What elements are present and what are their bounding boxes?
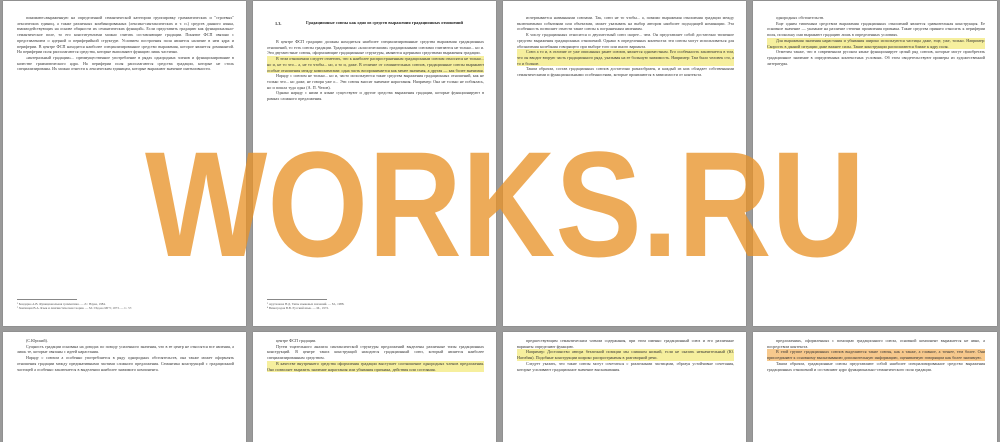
paragraph: Еще одним типичным средством выражения градационных отношений является сравнительная конструкция. Ее основное значение — указание на различие степени проявления признака. Такие средства принято относить к периферии поля, поскольку они выражают градацию лишь в определенных условиях. [767, 20, 985, 38]
paragraph-highlighted: Например: Достоинство автора безличной позиции мы слишком низкий, если не сказать незначительный (Ю. Нагибин). Подобные конструкции широко распространены в разговорной речи. [517, 349, 734, 361]
document-page-4 [753, 1, 997, 326]
paragraph-highlighted: Союз а то и, в отличие от уже описанных ранее союзов, является одноместным. Его особенность заключается в том, что он вводит вторую часть градационного ряда, указывая на ее большую значимость. Например: Там было человек сто, а то и больше. [517, 49, 734, 66]
document-page-8 [753, 332, 997, 442]
page-body [17, 338, 234, 372]
paragraph: однородных обстоятельств. [776, 15, 825, 20]
paragraph: В центре ФСП градации должны находиться наиболее специализированные средства выражения градационных отношений, то есть союзы градации. Традиционно «классическими» градационными союзами считаются не только... но и. Эти двухместные союзы, оформляющие градационные структуры, являются ядерными средствами выражения градации. [267, 39, 484, 56]
paragraph: Однако наряду с ними в языке существуют и другие средства выражения градации, которые функционируют в рамках сложного предложения. [267, 90, 484, 102]
document-page-7 [503, 332, 746, 442]
document-page-2 [253, 1, 496, 326]
page-body [767, 338, 985, 372]
page-body [267, 39, 484, 102]
svg-text:WORKS.RU: WORKS.RU [145, 120, 865, 288]
paragraph-highlighted: Для выражения значения нарастания и убывания широко используются частицы даже, еще, уже, только. Например: Скорость в данной ситуации даже важнее силы. Такие конструкции располагаются ближе к ядру поля. [767, 37, 985, 49]
paragraph: Таким образом, состав градационных союзов достаточно разнообразен, и каждый из них обладает собственными семантическими и функциональными особенностями, которые проявляются в зависимости от контекста. [517, 66, 734, 78]
page-body [517, 338, 734, 372]
paragraph: (С.Юрский). [26, 338, 48, 343]
paragraph: центре ФСП градации. [276, 338, 317, 343]
paragraph: «интеральный градации»... преимущественное употребление в рядах однородных членов и функционирование в качестве грамматического ядра. На периферии поля располагаются средства градации, которые не столь специализированы. Их можно отнести к лексическим единицам, которые выражают значение интенсивности. [17, 54, 234, 72]
footnotes [17, 302, 234, 311]
footnote: ² Звегинцев В.А. Язык и лингвистическая теория. — М.: Изд-во МГУ, 1973. — С. 57. [17, 306, 133, 311]
footnote: ³ Арутюнова Н.Д. Типы языковых значений. — М., 1988. [267, 302, 345, 306]
paragraph: Наряду с союзом а особенно употребляется в ряду однородных обстоятельств, она также может оформлять отношения градации между предикативными частями сложного предложения. Семантика конструкций с градационной частицей а особенно заключается в выделении наиболее значимого компонента. [17, 355, 234, 372]
document-page-5 [3, 332, 246, 442]
document-page-1 [3, 1, 246, 326]
document-page-3 [503, 1, 746, 326]
paragraph: предложениях, оформленных с помощью градационного союза, основной компонент выражается не явно, а посредством контекста. [767, 338, 985, 349]
paragraph-highlighted: В этой группе градационных союзов выделяются такие союзы, как а также, а главное, а точнее, тем более. Они присоединяют к основному высказыванию дополнительную информацию, оцениваемую говорящим как более значимую. [767, 349, 985, 361]
footnote: ⁴ Виноградов В.В. Русский язык. — М., 1972. [267, 306, 329, 311]
page-body [267, 338, 484, 372]
paragraph: Таким образом, градационные союзы представляют собой наиболее специализированное средство выражения градационных отношений и составляют ядро функционально-семантического поля градации. [767, 360, 985, 372]
paragraph: Наряду с союзом не только... но и, часто используются такие средства выражения градационных отношений, как не только что... но даже, не говоря уже о... Эти союзы вносят значение нарастания. Например: Она не только не побоялась, но и пошла туда одна (А. П. Чехов). [267, 73, 484, 90]
footnote-separator [17, 299, 77, 300]
page-body [767, 15, 985, 66]
paragraph: Отметим также, что в современном русском языке функционирует целый ряд союзов, которые могут приобретать градационное значение в определенных контекстных условиях. Об этом свидетельствуют примеры из художественной литературы. [767, 49, 985, 66]
paragraph: К числу градационных относится и двухместный союз скорее... чем. Он представляет собой достаточно типичное средство выражения градационных отношений. Однако в определенных контекстах эти союзы могут использоваться для обозначения колебания говорящего при выборе того или иного варианта. [517, 32, 734, 49]
paragraph: предшествующим семантическим членом содержания, при этом именно градационный союз и его различные варианты определяют функцию. [517, 338, 734, 349]
paragraph-highlighted: В этом отношении следует отметить, что к наиболее распространенным градационным союзам относятся не только... но и, не то что... а, не то чтобы... но, а то и, даже. В отличие от сочинительных союзов, градационные союзы выражают особые отношения между компонентами: одна часть воспринимается как менее значимая, а другая — как более значимая. [267, 56, 484, 73]
paragraph: понимают«выраженную на определенной семантической категории группировку грамматических и "строевых" лексических единиц, а также различных комбинированных (лексико-синтаксических и т. п.) средств данного языка, взаимодействующих на основе общности их семантических функций». Если представить градацию как функционально-семантическое поле, то его конституентами можно считать составляющие градации. Понятие ФСП связано с представлением о ядерной и периферийной структуре. Условием построения поля является наличие в нем ядра и периферии. В центре ФСП находится наиболее специализированное средство выражения, которое является доминантой. На периферии поля располагаются средства, которые выполняют функцию лишь частично. [17, 15, 234, 55]
page-body [17, 15, 234, 72]
paragraph: Путем тщательного анализа синтаксической структуры предложений выделены различные типы градационных конструкций. В центре таких конструкций находится градационный союз, который является наиболее специализированным средством. [267, 343, 484, 361]
page-body [517, 15, 734, 78]
footnote-separator [267, 299, 327, 300]
document-page-6 [253, 332, 496, 442]
footnote: ¹ Бондарко А.В. Функциональная грамматика. — Л.: Наука, 1984. [17, 302, 106, 306]
footnotes [267, 302, 484, 311]
section-number: 1.3. [275, 21, 282, 26]
paragraph: Сущность градации основана на доводах по поводу усиленного значения, что в ее центр не относятся все явления, а лишь те, которые связаны с идеей нарастания. [17, 343, 234, 355]
paragraph: Следует указать, что такие союзы могут сочетаться с различными частицами, образуя устойчивые сочетания, которые усиливают градационное значение высказывания. [517, 360, 734, 372]
section-title: Градационные союзы как одно из средств выражения градационных отношений [306, 20, 463, 25]
paragraph: исчерпывается названными союзами. Так, союз не то чтобы... а, помимо выражения отношения градации между включаемыми событиями или объектами, может указывать на выбор автором наиболее подходящей номинации. Эта особенность позволяет отнести такие союзы к пограничным явлениям. [517, 15, 734, 32]
paragraph-highlighted: В качестве внутреннего средства оформления градации выступает соотношение однородных членов предложения. Оно позволяет выразить значение нарастания или убывания признака, действия или состояния. [267, 360, 484, 372]
